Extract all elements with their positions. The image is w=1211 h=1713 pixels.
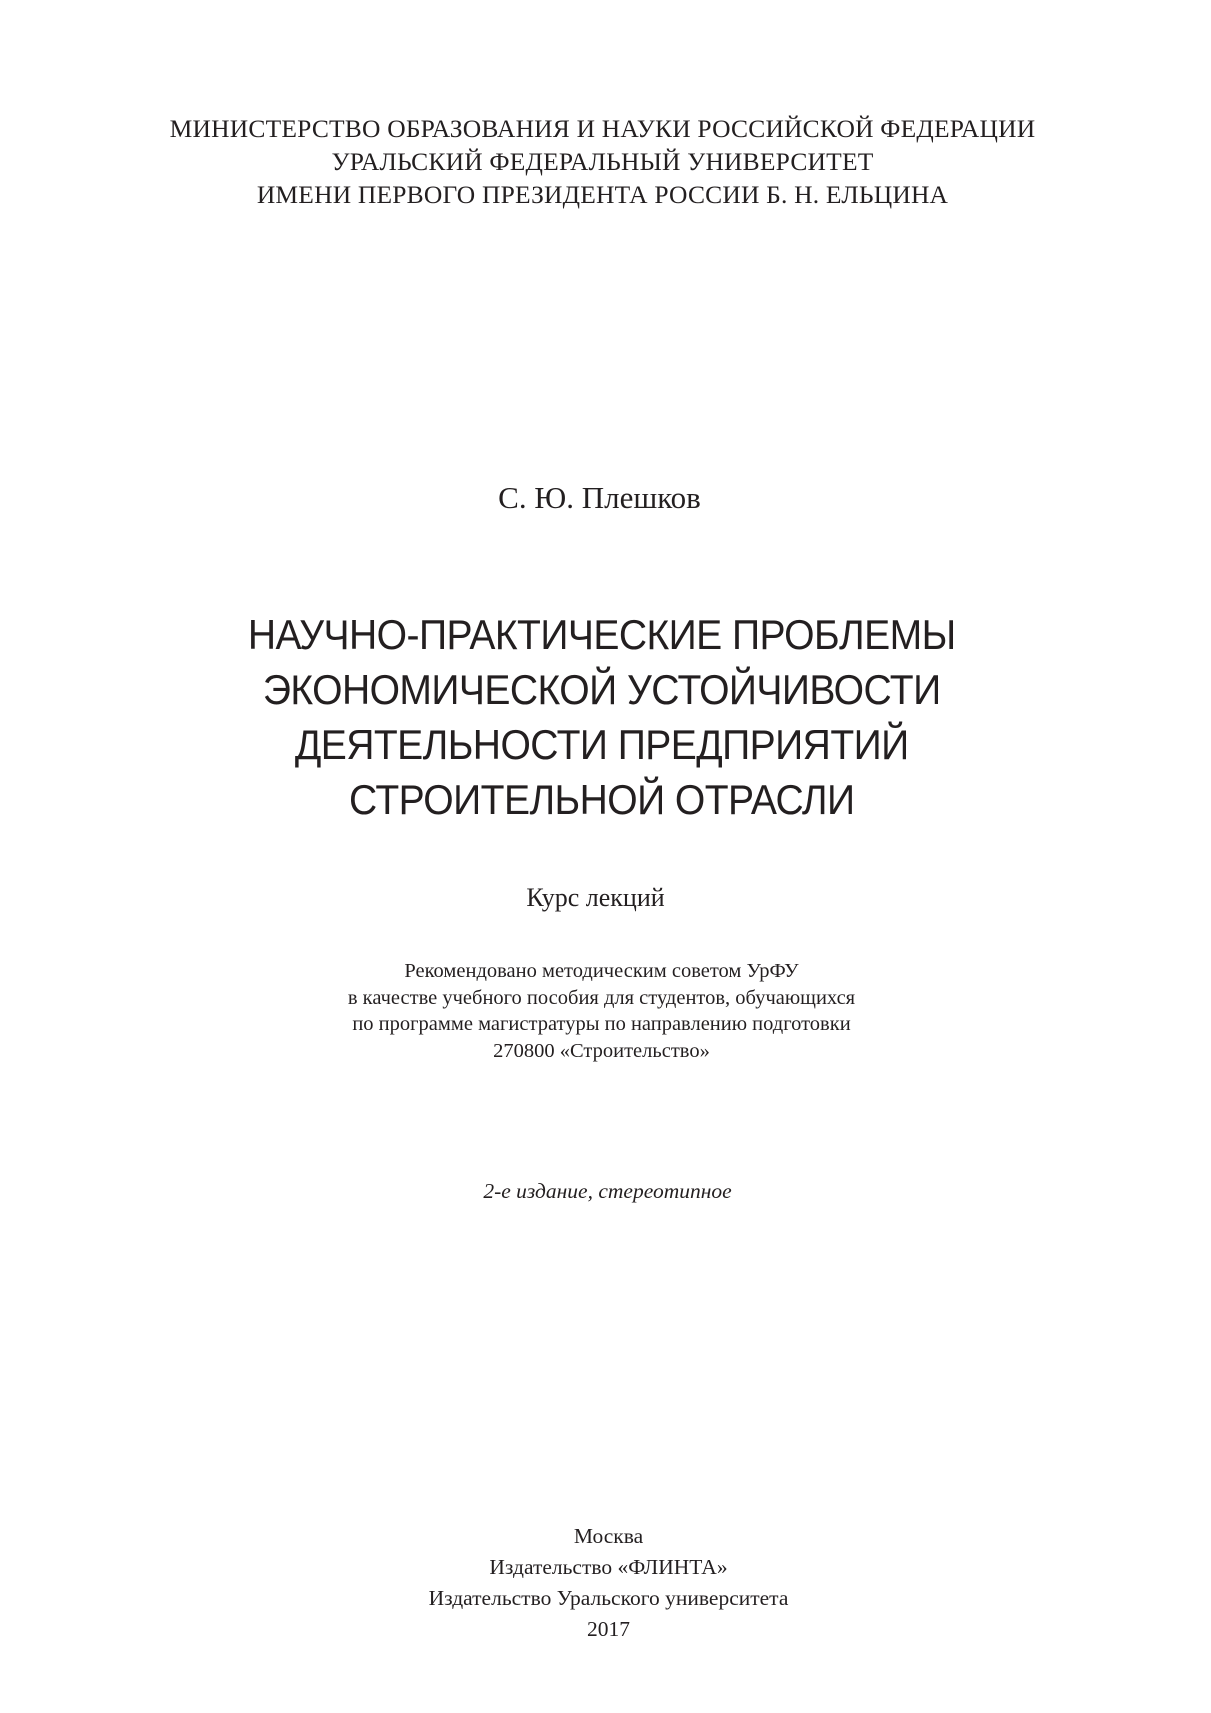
title-line: НАУЧНО-ПРАКТИЧЕСКИЕ ПРОБЛЕМЫ xyxy=(247,611,956,658)
title-line: ЭКОНОМИЧЕСКОЙ УСТОЙЧИВОСТИ xyxy=(262,666,941,713)
book-subtitle: Курс лекций xyxy=(526,883,665,912)
author-name: С. Ю. Плешков xyxy=(498,480,701,515)
imprint-publisher: Издательство Уральского университета xyxy=(428,1586,789,1610)
recommendation-note xyxy=(0,958,1211,1064)
publisher-imprint xyxy=(0,1521,1211,1645)
imprint-city: Москва xyxy=(573,1524,644,1548)
university-line: УРАЛЬСКИЙ ФЕДЕРАЛЬНЫЙ УНИВЕРСИТЕТ xyxy=(331,147,874,176)
institution-header xyxy=(0,112,1211,211)
recommendation-line: по программе магистратуры по направлению подготовки xyxy=(352,1013,851,1035)
book-title xyxy=(42,607,1168,827)
recommendation-line: Рекомендовано методическим советом УрФУ xyxy=(404,960,799,982)
recommendation-line: в качестве учебного пособия для студентов, обучающихся xyxy=(347,986,856,1009)
university-name-line: ИМЕНИ ПЕРВОГО ПРЕЗИДЕНТА РОССИИ Б. Н. ЕЛЬЦИНА xyxy=(256,180,949,209)
edition-note: 2-е издание, стереотипное xyxy=(483,1179,732,1203)
title-line: СТРОИТЕЛЬНОЙ ОТРАСЛИ xyxy=(349,776,855,823)
ministry-line: МИНИСТЕРСТВО ОБРАЗОВАНИЯ И НАУКИ РОССИЙСКОЙ ФЕДЕРАЦИИ xyxy=(169,114,1036,143)
recommendation-line: 270800 «Строительство» xyxy=(493,1039,710,1062)
title-line: ДЕЯТЕЛЬНОСТИ ПРЕДПРИЯТИЙ xyxy=(294,721,909,768)
imprint-year: 2017 xyxy=(587,1617,630,1641)
imprint-publisher: Издательство «ФЛИНТА» xyxy=(489,1555,728,1579)
